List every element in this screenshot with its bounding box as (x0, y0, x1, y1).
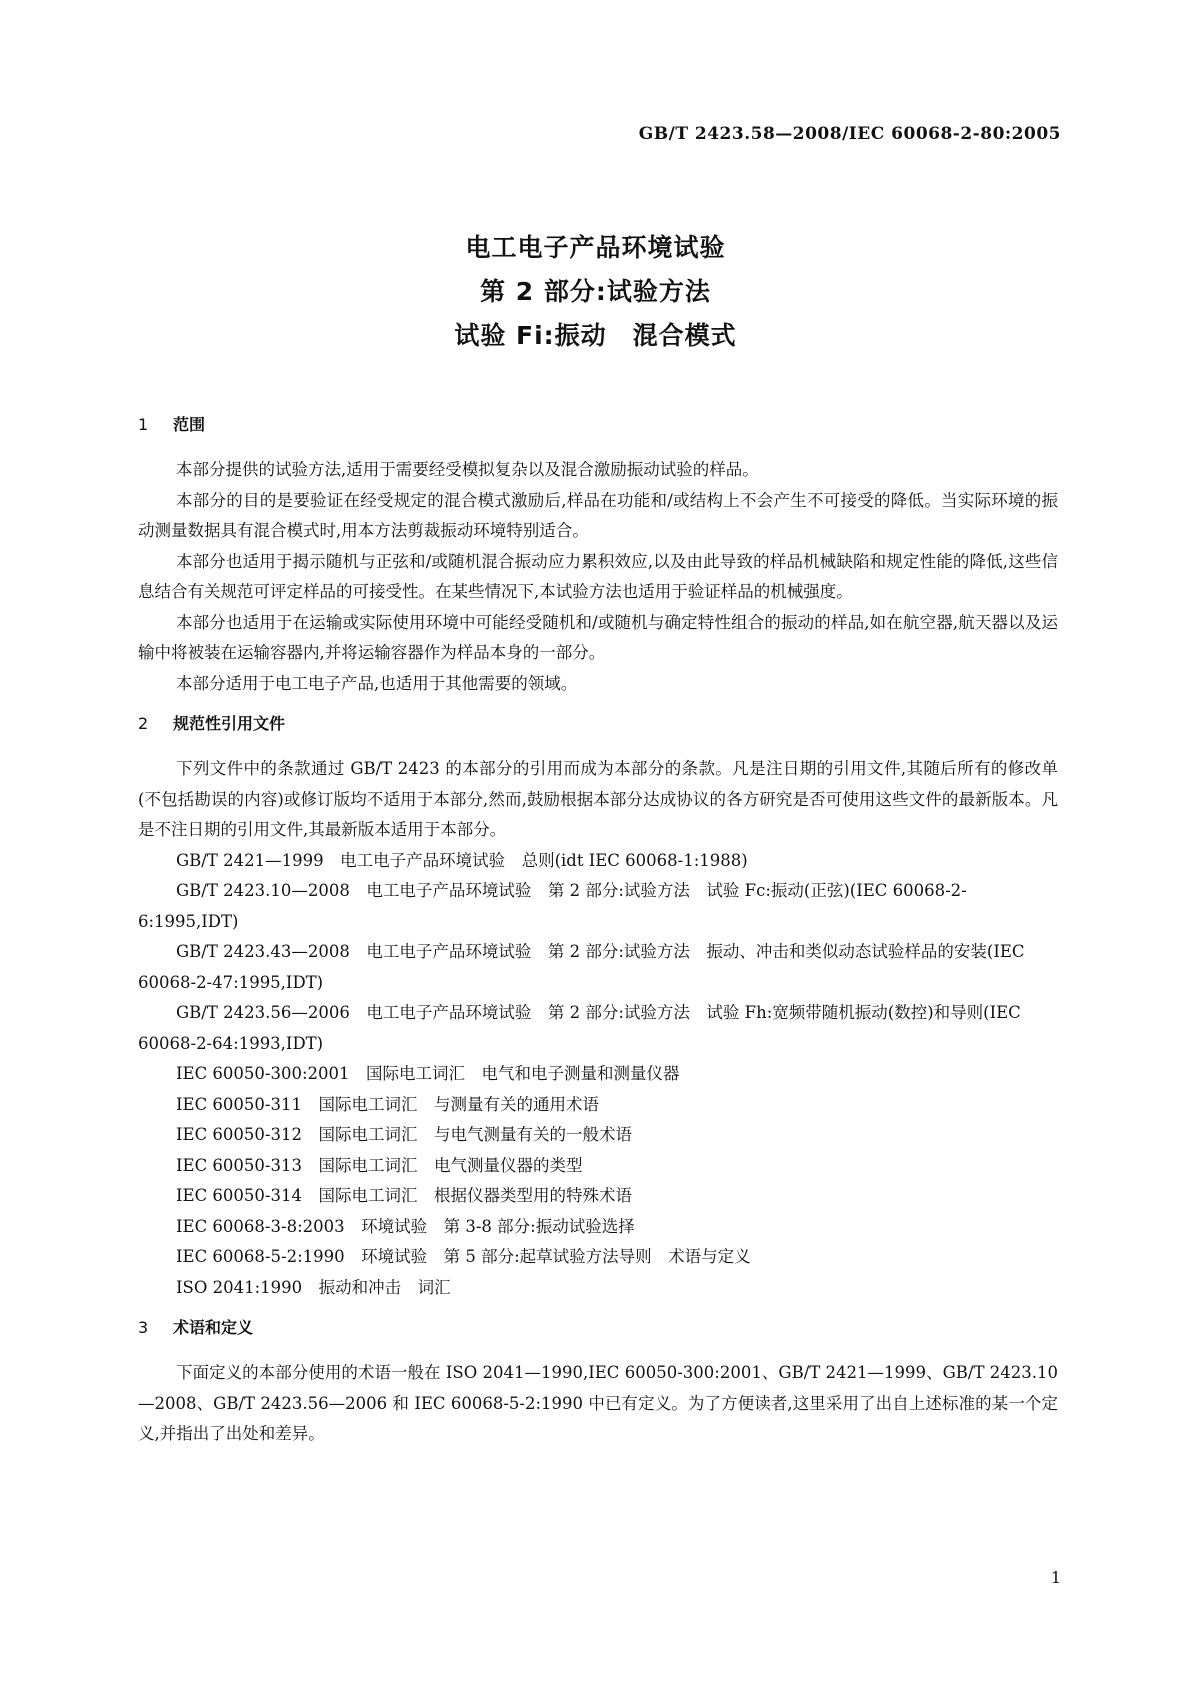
reference-item: GB/T 2423.10—2008 电工电子产品环境试验 第 2 部分:试验方法 试验 Fc:振动(正弦)(IEC 60068-2-6:1995,IDT) (138, 881, 967, 931)
reference-item: IEC 60068-5-2:1990 环境试验 第 5 部分:起草试验方法导则 术语与定义 (176, 1247, 751, 1266)
paragraph: 下面定义的本部分使用的术语一般在 ISO 2041—1990,IEC 60050-300:2001、GB/T 2421—1999、GB/T 2423.10—2008、GB/T 2423.56—2006 和 IEC 60068-5-2:1990 中已有定义。为了方便读者,这里采用了出自上述标准的某一个定义,并指出了出处和差异。 (138, 1363, 1058, 1443)
section-3-heading (138, 1315, 1058, 1338)
section-title: 术语和定义 (173, 1318, 254, 1337)
reference-item: GB/T 2423.43—2008 电工电子产品环境试验 第 2 部分:试验方法 振动、冲击和类似动态试验样品的安装(IEC 60068-2-47:1995,IDT) (138, 942, 1025, 992)
reference-item: IEC 60050-311 国际电工词汇 与测量有关的通用术语 (176, 1094, 599, 1114)
section-number: 1 (138, 415, 149, 434)
section-title: 范围 (173, 415, 206, 434)
section-title: 规范性引用文件 (173, 714, 286, 733)
reference-item: ISO 2041:1990 振动和冲击 词汇 (176, 1277, 451, 1297)
section-2-heading (138, 711, 1058, 734)
paragraph: 本部分的目的是要验证在经受规定的混合模式激励后,样品在功能和/或结构上不会产生不可接受的降低。当实际环境的振动测量数据具有混合模式时,用本方法剪裁振动环境特别适合。 (138, 490, 1058, 540)
title-line-2: 第 2 部分:试验方法 (480, 277, 711, 306)
standard-code: GB/T 2423.58—2008/IEC 60068-2-80:2005 (638, 124, 1061, 144)
paragraph: 本部分适用于电工电子产品,也适用于其他需要的领域。 (176, 673, 578, 693)
paragraph: 下列文件中的条款通过 GB/T 2423 的本部分的引用而成为本部分的条款。凡是注日期的引用文件,其随后所有的修改单(不包括勘误的内容)或修订版均不适用于本部分,然而,鼓励根据本部分达成协议的各方研究是否可使用这些文件的最新版本。凡是不注日期的引用文件,其最新版本适用于本部分。 (138, 759, 1058, 839)
reference-item: GB/T 2423.56—2006 电工电子产品环境试验 第 2 部分:试验方法 试验 Fh:宽频带随机振动(数控)和导则(IEC 60068-2-64:1993,IDT) (138, 1003, 1021, 1053)
reference-item: IEC 60050-314 国际电工词汇 根据仪器类型用的特殊术语 (176, 1186, 632, 1205)
paragraph: 本部分也适用于揭示随机与正弦和/或随机混合振动应力累积效应,以及由此导致的样品机械缺陷和规定性能的降低,这些信息结合有关规范可评定样品的可接受性。在某些情况下,本试验方法也适用于验证样品的机械强度。 (138, 551, 1058, 601)
reference-item: IEC 60068-3-8:2003 环境试验 第 3-8 部分:振动试验选择 (176, 1216, 635, 1236)
document-body (138, 412, 1058, 1450)
section-number: 2 (138, 714, 149, 733)
page-number: 1 (1050, 1568, 1061, 1587)
reference-item: IEC 60050-313 国际电工词汇 电气测量仪器的类型 (176, 1155, 583, 1175)
title-line-1: 电工电子产品环境试验 (465, 233, 726, 262)
section-number: 3 (138, 1318, 149, 1337)
title-line-3: 试验 Fi:振动 混合模式 (454, 321, 737, 350)
reference-item: IEC 60050-312 国际电工词汇 与电气测量有关的一般术语 (176, 1125, 632, 1144)
reference-item: GB/T 2421—1999 电工电子产品环境试验 总则(idt IEC 60068-1:1988) (176, 850, 748, 870)
paragraph: 本部分提供的试验方法,适用于需要经受模拟复杂以及混合激励振动试验的样品。 (176, 460, 759, 479)
paragraph: 本部分也适用于在运输或实际使用环境中可能经受随机和/或随机与确定特性组合的振动的样品,如在航空器,航天器以及运输中将被装在运输容器内,并将运输容器作为样品本身的一部分。 (138, 612, 1058, 662)
document-title (0, 226, 1191, 358)
section-1-heading (138, 412, 1058, 435)
reference-item: IEC 60050-300:2001 国际电工词汇 电气和电子测量和测量仪器 (176, 1064, 680, 1083)
